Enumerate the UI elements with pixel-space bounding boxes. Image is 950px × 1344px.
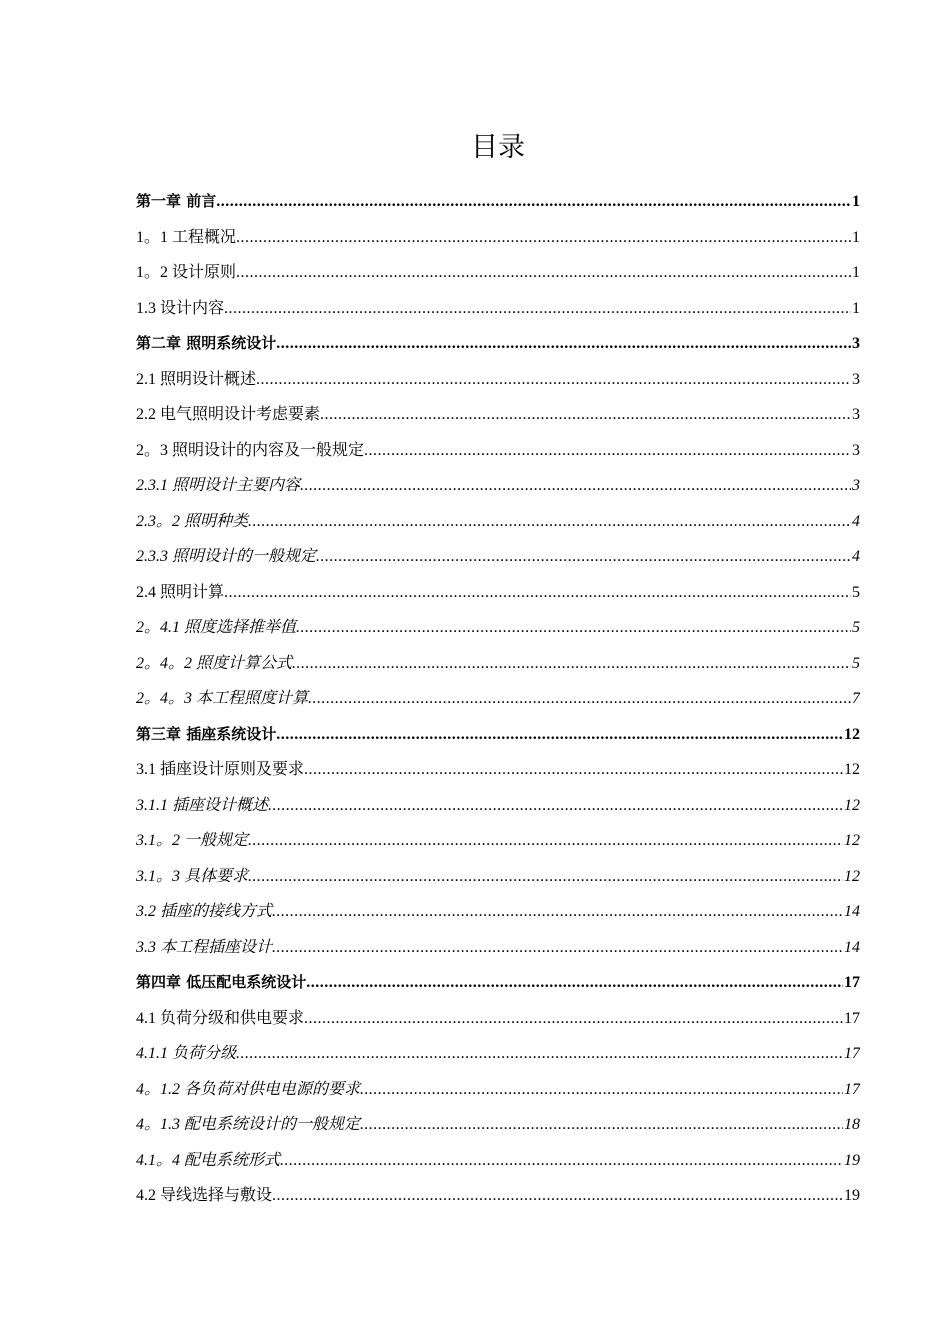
toc-entry[interactable] bbox=[136, 468, 860, 504]
toc-entry-label: 2.3。2 照明种类 bbox=[136, 512, 249, 530]
toc-entry-label: 第四章 低压配电系统设计 bbox=[136, 973, 307, 991]
toc-dot-leader bbox=[256, 362, 851, 398]
toc-entry[interactable] bbox=[136, 1107, 860, 1143]
toc-dot-leader bbox=[216, 184, 851, 220]
toc-entry-label: 2。3 照明设计的内容及一般规定 bbox=[136, 441, 365, 459]
toc-entry[interactable] bbox=[136, 1178, 860, 1214]
toc-entry-label: 2.1 照明设计概述 bbox=[136, 370, 257, 388]
toc-entry-label: 第一章 前言 bbox=[136, 192, 217, 210]
toc-entry-label: 3.3 本工程插座设计 bbox=[136, 938, 273, 956]
toc-dot-leader bbox=[276, 717, 843, 753]
toc-entry[interactable] bbox=[136, 1001, 860, 1037]
toc-dot-leader bbox=[248, 823, 843, 859]
toc-chapter-entry[interactable] bbox=[136, 326, 860, 362]
toc-dot-leader bbox=[236, 220, 851, 256]
toc-dot-leader bbox=[272, 930, 843, 966]
toc-dot-leader bbox=[364, 433, 851, 469]
toc-entry-page-number: 1 bbox=[852, 264, 860, 281]
toc-entry-page-number: 1 bbox=[852, 299, 860, 317]
toc-entry-label: 3.1.1 插座设计概述 bbox=[136, 796, 269, 814]
toc-entry-label: 4.2 导线选择与敷设 bbox=[136, 1187, 273, 1204]
toc-entry-page-number: 3 bbox=[852, 441, 860, 459]
toc-entry-page-number: 14 bbox=[844, 938, 860, 956]
toc-entry-label: 2。4.1 照度选择推举值 bbox=[136, 619, 297, 636]
toc-entry-page-number: 1 bbox=[852, 228, 860, 246]
toc-entry-page-number: 7 bbox=[852, 690, 860, 707]
toc-entry-page-number: 5 bbox=[852, 583, 860, 601]
toc-entry[interactable] bbox=[136, 255, 860, 291]
toc-entry[interactable] bbox=[136, 1143, 860, 1179]
toc-entry-page-number: 17 bbox=[844, 974, 860, 991]
toc-entry-label: 3.2 插座的接线方式 bbox=[136, 903, 273, 920]
toc-entry-label: 2。4。3 本工程照度计算 bbox=[136, 690, 309, 707]
toc-entry-page-number: 5 bbox=[852, 654, 860, 672]
toc-entry-page-number: 19 bbox=[844, 1151, 860, 1169]
toc-entry[interactable] bbox=[136, 504, 860, 540]
toc-entry-label: 3.1 插座设计原则及要求 bbox=[136, 761, 305, 778]
toc-entry[interactable] bbox=[136, 220, 860, 256]
toc-dot-leader bbox=[236, 255, 851, 291]
toc-entry[interactable] bbox=[136, 646, 860, 682]
toc-entry-page-number: 12 bbox=[844, 832, 860, 849]
toc-entry-label: 2.4 照明计算 bbox=[136, 583, 225, 601]
toc-dot-leader bbox=[280, 1143, 843, 1179]
toc-entry[interactable] bbox=[136, 823, 860, 859]
toc-entry-page-number: 3 bbox=[852, 477, 860, 494]
toc-entry[interactable] bbox=[136, 930, 860, 966]
toc-entry-label: 1。1 工程概况 bbox=[136, 228, 237, 246]
toc-entry[interactable] bbox=[136, 1072, 860, 1108]
toc-entry[interactable] bbox=[136, 575, 860, 611]
toc-entry-label: 2.2 电气照明设计考虑要素 bbox=[136, 406, 321, 423]
toc-entry-label: 1.3 设计内容 bbox=[136, 299, 225, 317]
toc-entry-label: 第三章 插座系统设计 bbox=[136, 724, 277, 743]
toc-dot-leader bbox=[292, 646, 851, 682]
toc-entry-label: 4。1.2 各负荷对供电电源的要求 bbox=[136, 1080, 361, 1098]
toc-entry-label: 3.1。3 具体要求 bbox=[136, 867, 249, 885]
toc-dot-leader bbox=[276, 326, 851, 362]
toc-entry-page-number: 3 bbox=[852, 335, 860, 352]
toc-entry[interactable] bbox=[136, 610, 860, 646]
toc-dot-leader bbox=[296, 610, 851, 646]
toc-entry-label: 2.3.3 照明设计的一般规定 bbox=[136, 548, 317, 565]
toc-entry[interactable] bbox=[136, 681, 860, 717]
toc-entry-page-number: 12 bbox=[844, 725, 860, 743]
toc-entry-page-number: 5 bbox=[852, 619, 860, 636]
toc-dot-leader bbox=[308, 681, 851, 717]
toc-entry[interactable] bbox=[136, 894, 860, 930]
toc-entry-label: 4.1 负荷分级和供电要求 bbox=[136, 1009, 305, 1027]
toc-dot-leader bbox=[224, 291, 851, 327]
toc-entry-label: 4.1.1 负荷分级 bbox=[136, 1045, 237, 1062]
toc-dot-leader bbox=[304, 1001, 843, 1037]
toc-dot-leader bbox=[360, 1072, 843, 1108]
toc-entry-page-number: 3 bbox=[852, 370, 860, 388]
toc-entry-page-number: 12 bbox=[844, 761, 860, 778]
toc-dot-leader bbox=[360, 1107, 843, 1143]
toc-entry-label: 4。1.3 配电系统设计的一般规定 bbox=[136, 1116, 361, 1133]
toc-entry[interactable] bbox=[136, 859, 860, 895]
toc-entry[interactable] bbox=[136, 1036, 860, 1072]
toc-entry[interactable] bbox=[136, 539, 860, 575]
toc-entry[interactable] bbox=[136, 433, 860, 469]
toc-dot-leader bbox=[320, 397, 851, 433]
toc-dot-leader bbox=[248, 504, 851, 540]
toc-entry-label: 3.1。2 一般规定 bbox=[136, 832, 249, 849]
toc-list bbox=[136, 184, 860, 1214]
toc-chapter-entry[interactable] bbox=[136, 965, 860, 1001]
toc-entry-page-number: 19 bbox=[844, 1187, 860, 1204]
toc-entry-page-number: 12 bbox=[844, 867, 860, 885]
toc-entry-label: 第二章 照明系统设计 bbox=[136, 334, 277, 352]
toc-entry-page-number: 4 bbox=[852, 548, 860, 565]
toc-entry-label: 2。4。2 照度计算公式 bbox=[136, 654, 293, 672]
toc-entry-page-number: 17 bbox=[844, 1045, 860, 1062]
toc-dot-leader bbox=[224, 575, 851, 611]
toc-dot-leader bbox=[268, 788, 843, 824]
toc-entry[interactable] bbox=[136, 788, 860, 824]
toc-entry[interactable] bbox=[136, 752, 860, 788]
toc-dot-leader bbox=[304, 752, 843, 788]
toc-entry[interactable] bbox=[136, 397, 860, 433]
toc-entry-page-number: 14 bbox=[844, 903, 860, 920]
toc-entry-page-number: 18 bbox=[844, 1116, 860, 1133]
toc-chapter-entry[interactable] bbox=[136, 184, 860, 220]
toc-entry-page-number: 1 bbox=[852, 193, 860, 210]
toc-entry-label: 4.1。4 配电系统形式 bbox=[136, 1151, 281, 1169]
toc-dot-leader bbox=[248, 859, 843, 895]
toc-entry-page-number: 4 bbox=[852, 512, 860, 530]
toc-dot-leader bbox=[236, 1036, 843, 1072]
toc-entry-label: 2.3.1 照明设计主要内容 bbox=[136, 477, 301, 494]
toc-dot-leader bbox=[306, 965, 843, 1001]
toc-dot-leader bbox=[272, 894, 843, 930]
toc-entry-page-number: 17 bbox=[844, 1080, 860, 1098]
toc-title: 目录 bbox=[471, 132, 525, 163]
toc-entry[interactable] bbox=[136, 291, 860, 327]
toc-dot-leader bbox=[300, 468, 851, 504]
toc-entry-page-number: 3 bbox=[852, 406, 860, 423]
toc-dot-leader bbox=[272, 1178, 843, 1214]
toc-entry[interactable] bbox=[136, 362, 860, 398]
toc-entry-page-number: 17 bbox=[844, 1009, 860, 1027]
toc-chapter-entry[interactable] bbox=[136, 717, 860, 753]
toc-entry-label: 1。2 设计原则 bbox=[136, 264, 237, 281]
toc-entry-page-number: 12 bbox=[844, 796, 860, 814]
toc-dot-leader bbox=[316, 539, 851, 575]
